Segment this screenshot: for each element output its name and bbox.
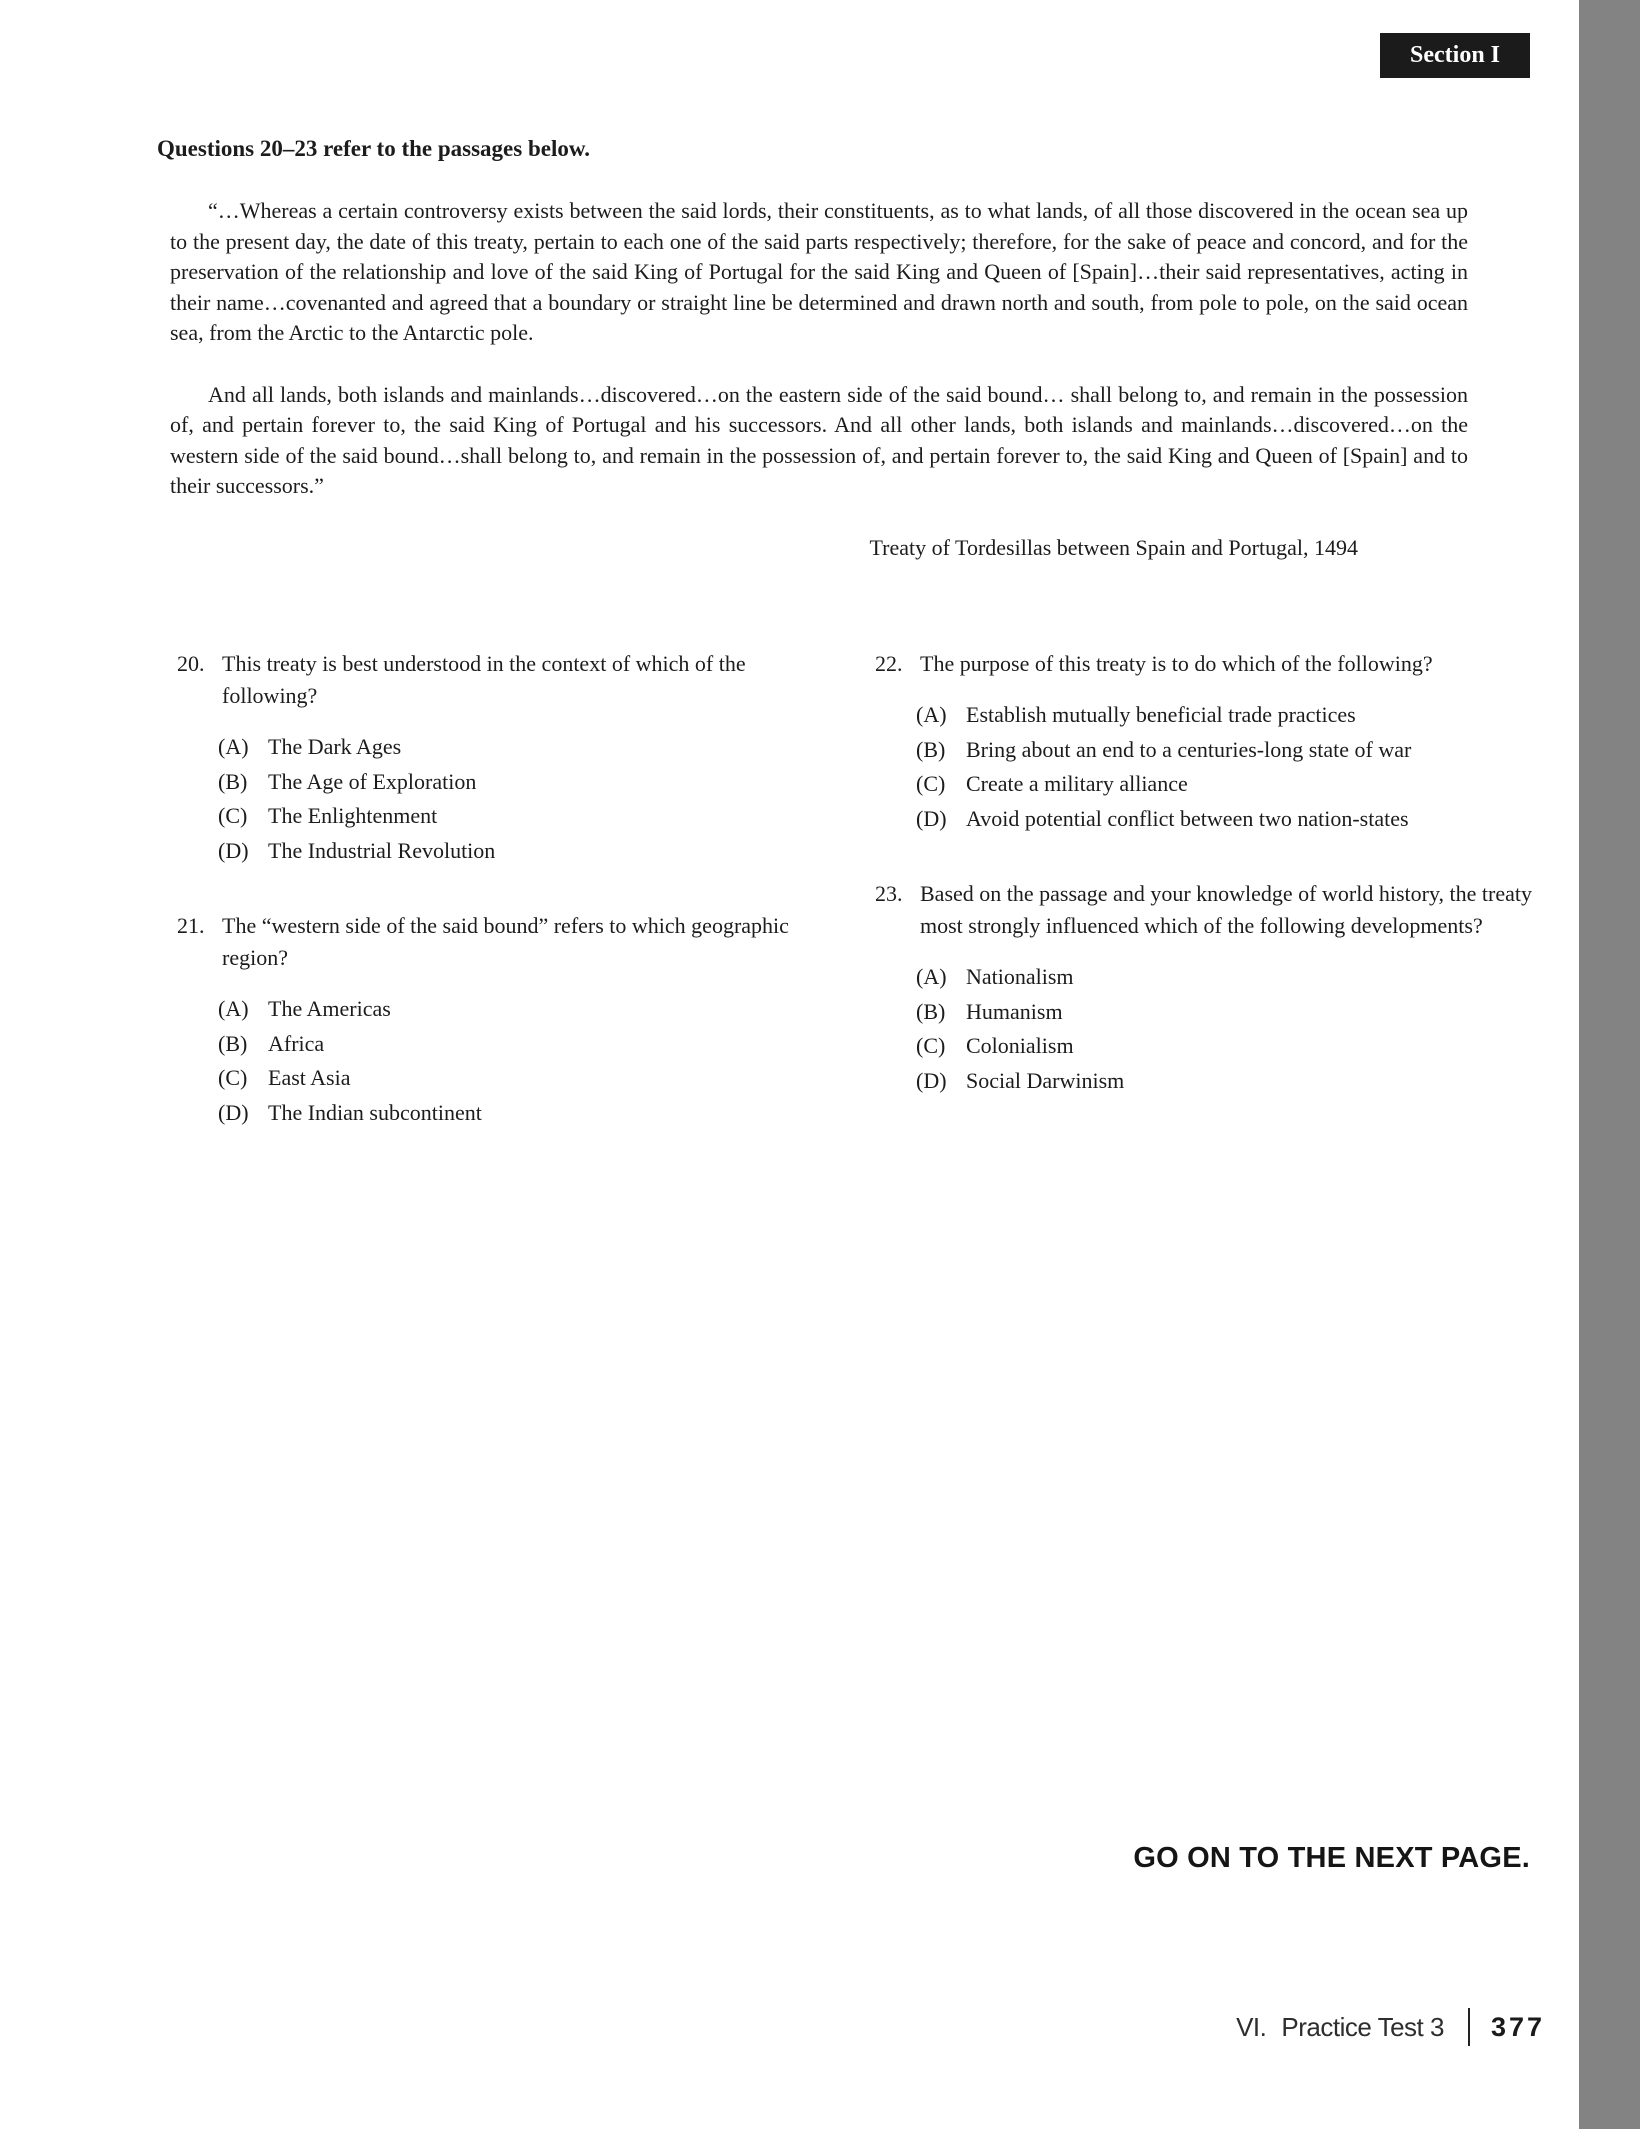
question-number: 23. (875, 881, 903, 906)
question-22-stem (875, 648, 1535, 680)
choice-label: (A) (916, 702, 947, 727)
question-text: This treaty is best understood in the context of which of the following? (222, 651, 746, 708)
choice-d (218, 1096, 825, 1131)
choice-label: (D) (218, 1099, 249, 1125)
choice-label: (C) (218, 1065, 248, 1090)
passage-paragraph-1: “…Whereas a certain controversy exists between the said lords, their constituents, as to what lands, of all those discovered in the ocean sea up to the present day, the date of this treaty, pertain to each one of the said parts respectively; therefore, for the sake of peace and concord, and for the preservation of the relationship and love of the said King of Portugal for the said King and Queen of [Spain]…their said representatives, acting in their name…covenanted and agreed that a boundary or straight line be determined and drawn north and south, from pole to pole, on the said ocean sea, from the Arctic to the Antarctic pole. (170, 198, 1468, 345)
question-number: 22. (875, 651, 903, 676)
question-21-choices (218, 992, 825, 1130)
choice-text: Avoid potential conflict between two nation-states (966, 805, 1409, 831)
choice-text: Establish mutually beneficial trade practices (966, 702, 1356, 727)
question-23-choices (916, 960, 1535, 1098)
passage (170, 196, 1468, 563)
choice-text: Nationalism (966, 964, 1074, 989)
choice-text: The Age of Exploration (268, 768, 477, 794)
passage-attribution: Treaty of Tordesillas between Spain and Portugal, 1494 (869, 534, 1358, 560)
choice-label: (A) (218, 734, 249, 759)
choice-text: The Enlightenment (268, 803, 438, 828)
question-21 (177, 910, 825, 1130)
go-on-instruction: GO ON TO THE NEXT PAGE. (1133, 1842, 1530, 1874)
choice-label: (D) (916, 1067, 947, 1093)
choice-text: Social Darwinism (966, 1067, 1125, 1093)
choice-text: The Indian subcontinent (268, 1099, 482, 1125)
choice-c (916, 1029, 1535, 1064)
choice-a (218, 992, 825, 1027)
choice-b (916, 733, 1535, 768)
choice-label: (A) (916, 964, 947, 989)
choice-a (218, 730, 825, 765)
question-number: 21. (177, 913, 205, 938)
choice-c (218, 799, 825, 834)
questions-left-column (177, 648, 825, 1130)
choice-label: (D) (916, 805, 947, 831)
choice-text: Humanism (966, 998, 1063, 1024)
choice-a (916, 960, 1535, 995)
section-badge (1380, 33, 1530, 78)
choice-b (218, 765, 825, 800)
question-23 (875, 878, 1535, 1098)
section-badge-label: Section I (1410, 42, 1500, 68)
footer-book-title: Practice Test 3 (1281, 2011, 1444, 2042)
question-22-choices (916, 698, 1535, 836)
choice-c (916, 767, 1535, 802)
choice-label: (A) (218, 996, 249, 1021)
choice-d (916, 1064, 1535, 1099)
footer-part-label: VI. (1236, 2011, 1267, 2042)
questions-right-column (875, 648, 1535, 1098)
question-20 (177, 648, 825, 868)
choice-text: East Asia (268, 1065, 351, 1090)
choice-label: (B) (916, 998, 946, 1024)
choice-text: The Industrial Revolution (268, 837, 496, 863)
choice-text: The Dark Ages (268, 734, 402, 759)
choice-label: (D) (218, 837, 249, 863)
choice-label: (B) (218, 1030, 248, 1056)
question-number: 20. (177, 651, 205, 676)
choice-c (218, 1061, 825, 1096)
questions-area (177, 648, 1535, 1130)
question-21-stem (177, 910, 825, 974)
question-text: Based on the passage and your knowledge of world history, the treaty most strongly influenced which of the following developments? (920, 881, 1532, 938)
passage-paragraph-2: And all lands, both islands and mainlands…discovered…on the eastern side of the said bound… shall belong to, and remain in the possession of, and pertain forever to, the said King of Portugal and his successors. And all other lands, both islands and mainlands…discovered…on the western side of the said bound…shall belong to, and remain in the possession of, and pertain forever to, the said King and Queen of [Spain] and to their successors.” (170, 381, 1468, 498)
page-footer (1236, 2008, 1545, 2046)
question-group-header: Questions 20–23 refer to the passages below. (157, 136, 590, 161)
question-text: The purpose of this treaty is to do which of the following? (920, 651, 1433, 676)
choice-d (218, 834, 825, 869)
choice-label: (C) (916, 1033, 946, 1058)
choice-a (916, 698, 1535, 733)
question-20-choices (218, 730, 825, 868)
choice-label: (C) (218, 803, 248, 828)
footer-page-number: 377 (1490, 2011, 1545, 2042)
choice-text: Create a military alliance (966, 771, 1188, 796)
choice-text: The Americas (268, 996, 391, 1021)
choice-b (218, 1027, 825, 1062)
choice-label: (B) (916, 736, 946, 762)
choice-label: (B) (218, 768, 248, 794)
choice-b (916, 995, 1535, 1030)
question-20-stem (177, 648, 825, 712)
choice-d (916, 802, 1535, 837)
question-23-stem (875, 878, 1535, 942)
page-edge-gray-bar (1579, 0, 1640, 2129)
choice-label: (C) (916, 771, 946, 796)
choice-text: Colonialism (966, 1033, 1074, 1058)
choice-text: Africa (268, 1030, 325, 1056)
question-22 (875, 648, 1535, 836)
choice-text: Bring about an end to a centuries-long state of war (966, 736, 1412, 762)
question-text: The “western side of the said bound” refers to which geographic region? (222, 913, 789, 970)
footer-divider (1468, 2008, 1470, 2046)
